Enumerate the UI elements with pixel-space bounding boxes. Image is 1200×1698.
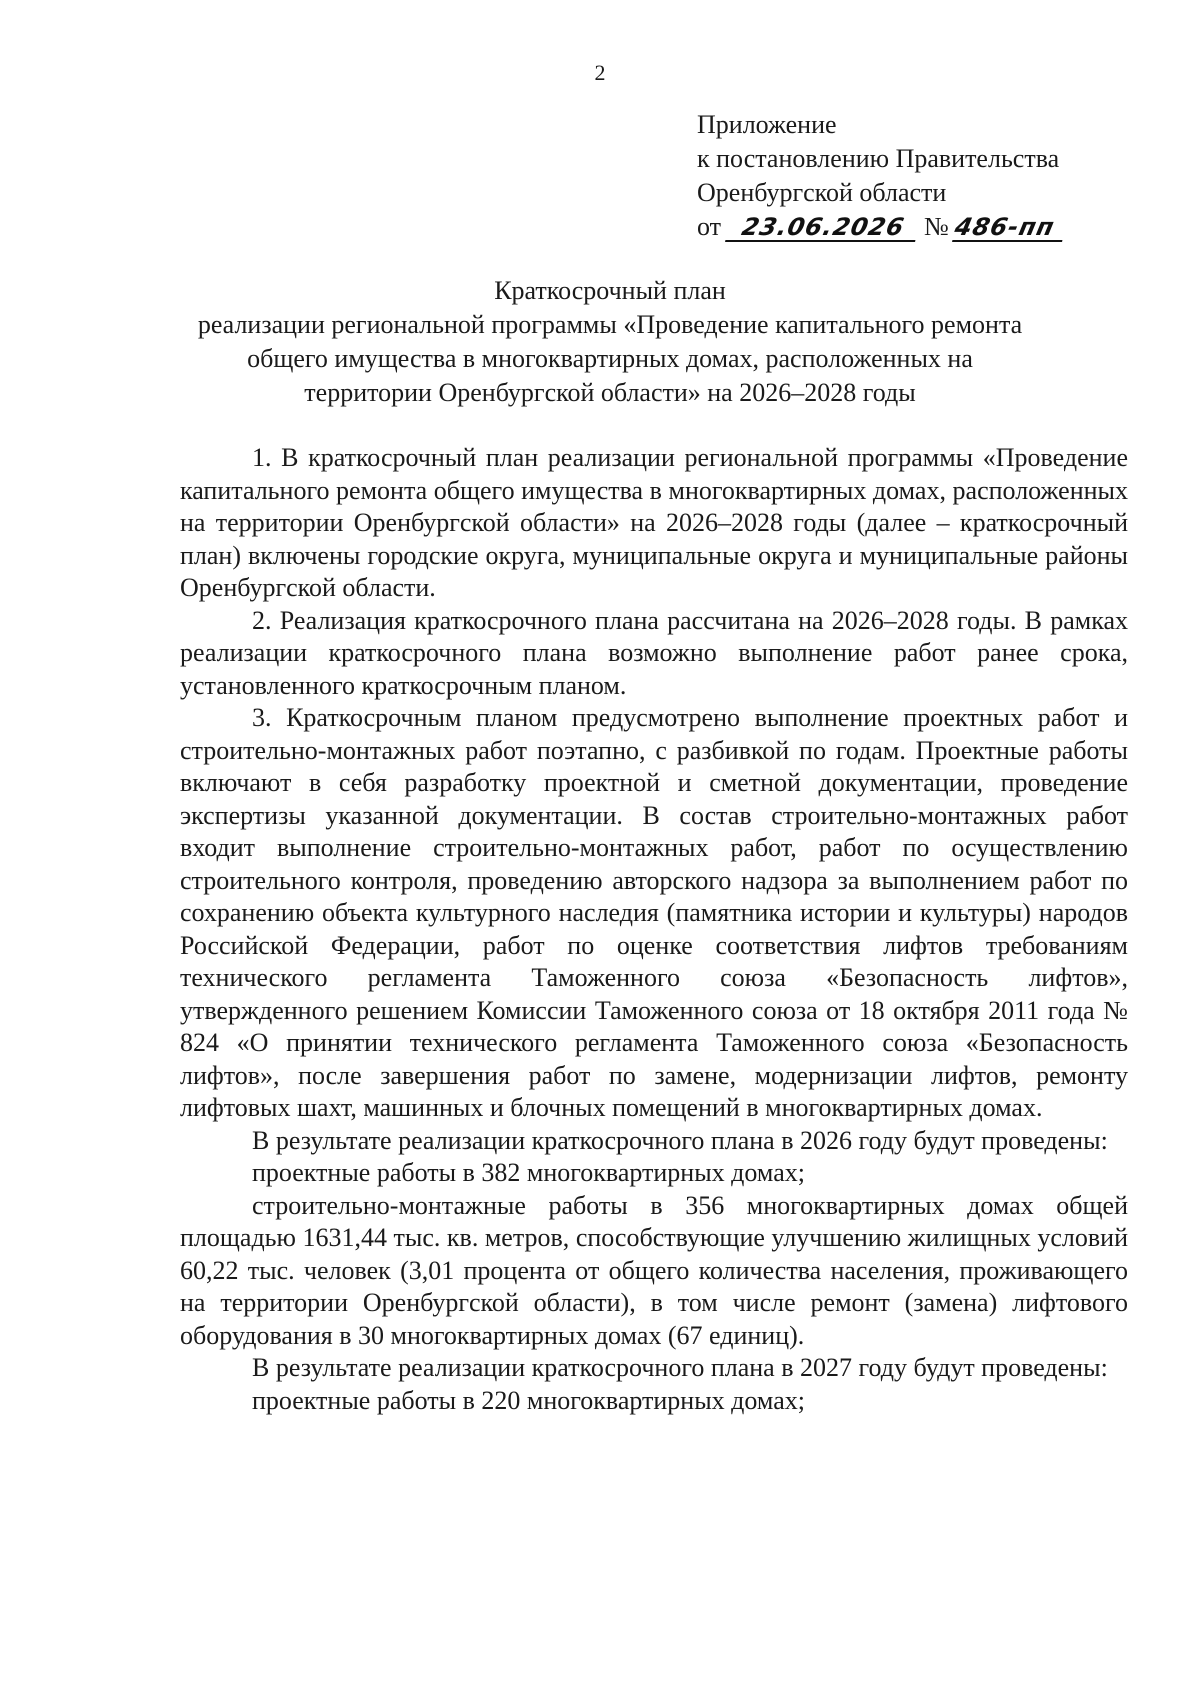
handwritten-date: 23.06.2026 (725, 214, 921, 242)
paragraph-1: 1. В краткосрочный план реализации региональной программы «Проведение капитального ремонта общего имущества в многоквартирных домах, расположенных на территории Оренбургской области» на 2026–2028 годы (далее – краткосрочный план) включены городские округа, муниципальные округа и муниципальные районы Оренбургской области. (180, 443, 1128, 602)
document-title (150, 274, 1070, 410)
title-line-1: Краткосрочный план (494, 276, 726, 305)
paragraph-5: проектные работы в 382 многоквартирных домах; (252, 1158, 805, 1187)
appendix-date-number-line (697, 210, 1065, 244)
paragraph-3: 3. Краткосрочным планом предусмотрено выполнение проектных работ и строительно-монтажных работ поэтапно, с разбивкой по годам. Проектные работы включают в себя разработку проектной и сметной документации, проведение экспертизы указанной документации. В состав строительно-монтажных работ входит выполнение строительно-монтажных работ, работ по осуществлению строительного контроля, проведению авторского надзора за выполнением работ по сохранению объекта культурного наследия (памятника истории и культуры) народов Российской Федерации, работ по оценке соответствия лифтов требованиям технического регламента Таможенного союза «Безопасность лифтов», утвержденного решением Комиссии Таможенного союза от 18 октября 2011 года № 824 «О принятии технического регламента Таможенного союза «Безопасность лифтов», после завершения работ по замене, модернизации лифтов, ремонту лифтовых шахт, машинных и блочных помещений в многоквартирных домах. (180, 703, 1128, 1122)
page-number: 2 (594, 60, 606, 85)
document-body (180, 442, 1128, 1417)
appendix-region: Оренбургской области (697, 178, 947, 207)
number-prefix: № (924, 212, 949, 241)
paragraph-6: строительно-монтажные работы в 356 многоквартирных домах общей площадью 1631,44 тыс. кв. метров, способствующие улучшению жилищных условий 60,22 тыс. человек (3,01 процента от общего количества населения, проживающего на территории Оренбургской области), в том числе ремонт (замена) лифтового оборудования в 30 многоквартирных домах (67 единиц). (180, 1190, 1128, 1350)
paragraph-7: В результате реализации краткосрочного плана в 2027 году будут проведены: (252, 1353, 1108, 1382)
paragraph-8: проектные работы в 220 многоквартирных домах; (252, 1385, 805, 1415)
handwritten-number: 486-пп (952, 214, 1068, 242)
paragraph-2: 2. Реализация краткосрочного плана рассчитана на 2026–2028 годы. В рамках реализации краткосрочного плана возможно выполнение работ ранее срока, установленного краткосрочным планом. (180, 605, 1128, 700)
appendix-reference: к постановлению Правительства (697, 144, 1060, 173)
paragraph-4: В результате реализации краткосрочного плана в 2026 году будут проведены: (252, 1125, 1108, 1155)
title-line-4: территории Оренбургской области» на 2026–2028 годы (304, 378, 916, 407)
title-line-3: общего имущества в многоквартирных домах, расположенных на (247, 344, 973, 373)
appendix-block (697, 108, 1065, 244)
title-line-2: реализации региональной программы «Проведение капитального ремонта (197, 310, 1023, 339)
appendix-title: Приложение (697, 110, 837, 139)
date-prefix: от (697, 212, 722, 241)
